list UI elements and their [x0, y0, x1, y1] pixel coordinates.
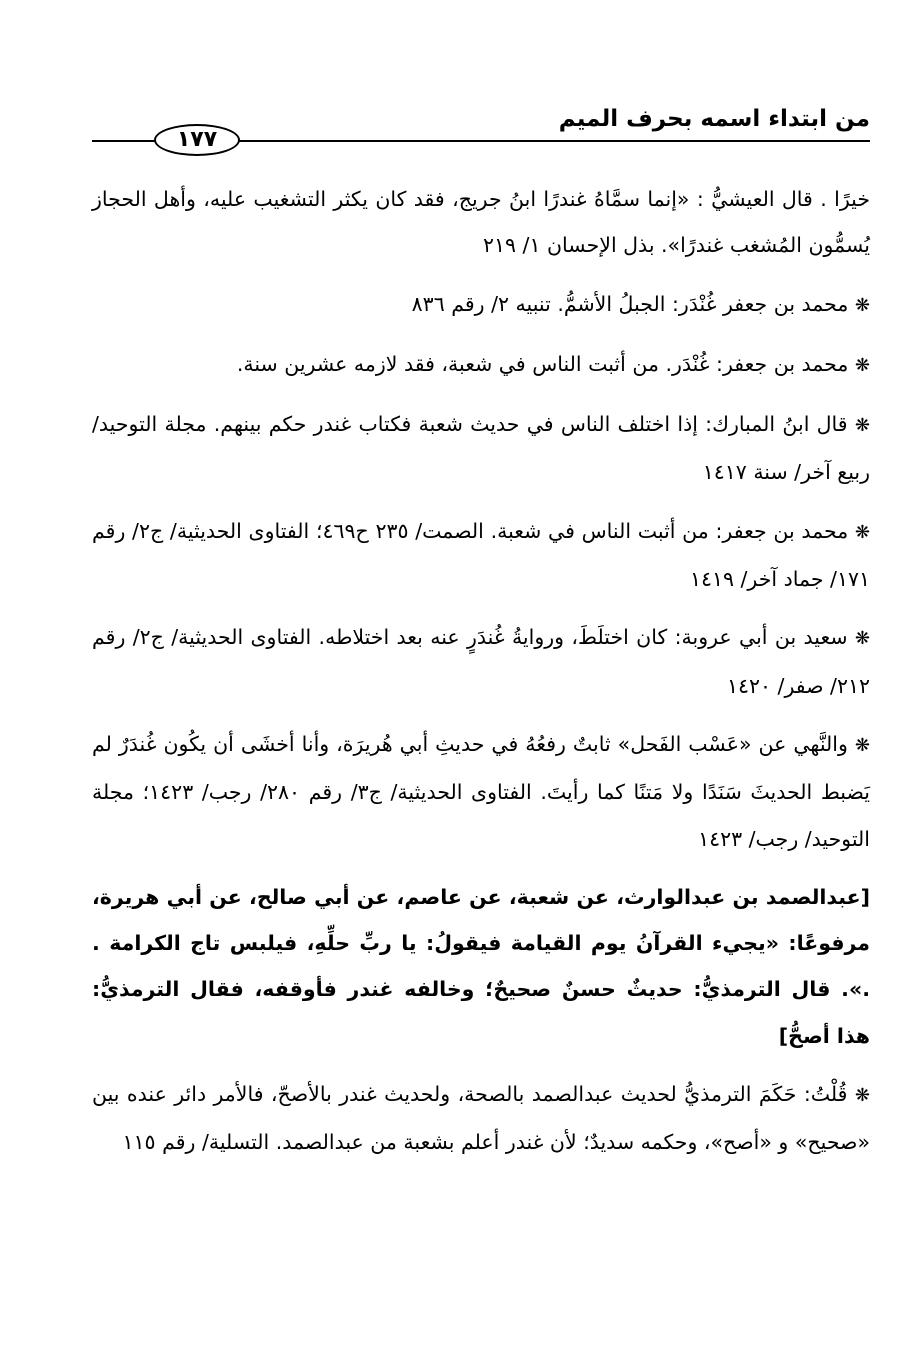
bullet-star-icon: ❋	[854, 734, 870, 756]
running-title: من ابتداء اسمه بحرف الميم	[558, 106, 870, 132]
paragraph	[92, 721, 870, 862]
paragraph-text: خيرًا . قال العيشيُّ : «إنما سمَّاهُ غندرًا ابنُ جريج، فقد كان يكثر التشغيب عليه، وأهل الحجاز يُسمُّون المُشغب غندرًا». بذل الإحسان ١/ ٢١٩	[92, 187, 870, 258]
paragraph-text: والنَّهي عن «عَسْب الفَحل» ثابتٌ رفعُهُ في حديثِ أبي هُريرَة، وأنا أخشَى أن يكُون غُندَرٌ لم يَضبط الحديثَ سَنَدًا ولا مَتنًا كما رأيتَ. الفتاوى الحديثية/ ج٣/ رقم ٢٨٠/ رجب/ ١٤٢٣؛ مجلة التوحيد/ رجب/ ١٤٢٣	[92, 731, 870, 851]
paragraph-text: قُلْتُ: حَكَمَ الترمذيُّ لحديث عبدالصمد بالصحة، ولحديث غندر بالأصحّ، فالأمر دائر عنده بين «صحيح» و «أصح»، وحكمه سديدٌ؛ لأن غندر أعلم بشعبة من عبدالصمد. التسلية/ رقم ١١٥	[92, 1082, 870, 1155]
page-header	[92, 96, 870, 156]
bullet-star-icon: ❋	[854, 628, 871, 650]
page-number: ١٧٧	[154, 124, 240, 156]
paragraph-text: [عبدالصمد بن عبدالوارث، عن شعبة، عن عاصم، عن أبي صالح، عن أبي هريرة، مرفوعًا: «يجيء القرآنُ يوم القيامة فيقولُ: يا ربِّ حلِّهِ، فيلبس تاج الكرامة . .». قال الترمذيُّ: حديثٌ حسنٌ صحيحٌ؛ وخالفه غندر فأوقفه، فقال الترمذيُّ: هذا أصحُّ]	[92, 884, 870, 1048]
bullet-star-icon: ❋	[854, 521, 871, 543]
page-body	[92, 176, 870, 1178]
paragraph	[92, 176, 870, 269]
paragraph-text: محمد بن جعفر: من أثبت الناس في شعبة. الصمت/ ٢٣٥ ح٤٦٩؛ الفتاوى الحديثية/ ج٢/ رقم ١٧١/ جماد آخر/ ١٤١٩	[92, 518, 870, 592]
paragraph	[92, 401, 870, 496]
quoted-hadith-paragraph	[92, 874, 870, 1059]
bullet-star-icon: ❋	[854, 415, 870, 437]
paragraph	[92, 614, 870, 709]
paragraph-text: قال ابنُ المبارك: إذا اختلف الناس في حديث شعبة فكتاب غندر حكم بينهم. مجلة التوحيد/ ربيع آخر/ سنة ١٤١٧	[92, 412, 870, 485]
paragraph-text: محمد بن جعفر غُنْدَر: الجبلُ الأشمُّ. تنبيه ٢/ رقم ٨٣٦	[411, 291, 849, 316]
paragraph	[92, 281, 870, 329]
bullet-star-icon: ❋	[854, 354, 870, 376]
paragraph	[92, 508, 870, 603]
bullet-star-icon: ❋	[854, 294, 870, 316]
paragraph	[92, 341, 870, 389]
paragraph	[92, 1071, 870, 1166]
paragraph-text: محمد بن جعفر: غُنْدَر. من أثبت الناس في شعبة، فقد لازمه عشرين سنة.	[236, 351, 849, 376]
bullet-star-icon: ❋	[854, 1085, 870, 1107]
paragraph-text: سعيد بن أبي عروبة: كان اختلَطَ، وروايةُ غُندَرٍ عنه بعد اختلاطه. الفتاوى الحديثية/ ج٢/ رقم ٢١٢/ صفر/ ١٤٢٠	[92, 625, 870, 698]
